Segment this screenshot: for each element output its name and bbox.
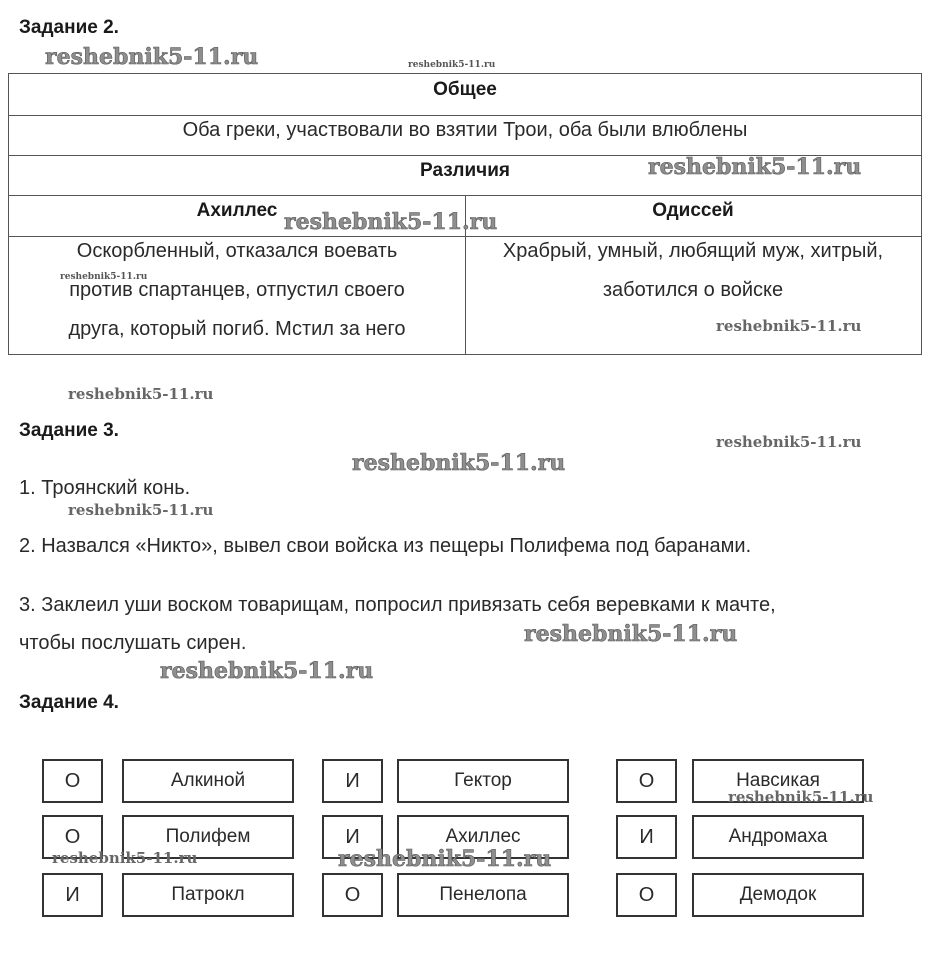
watermark: reshebnik5-11.ru — [68, 501, 214, 519]
watermark: reshebnik5-11.ru — [728, 788, 874, 806]
name-box: Полифем — [122, 815, 294, 859]
name-box: Демодок — [692, 873, 864, 917]
achilles-line: против спартанцев, отпустил своего — [69, 279, 405, 301]
table-divider — [9, 155, 921, 156]
name-box: Навсикая — [692, 759, 864, 803]
task3-heading: Задание 3. — [19, 420, 119, 441]
table-divider — [9, 115, 921, 116]
odysseus-header: Одиссей — [652, 200, 734, 221]
common-text: Оба греки, участвовали во взятии Трои, оба были влюблены — [182, 119, 748, 141]
achilles-line: Оскорбленный, отказался воевать — [76, 240, 398, 262]
watermark: reshebnik5-11.ru — [716, 433, 862, 451]
task3-item-3-line-1: 3. Заклеил уши воском товарищам, попросил привязать себя веревками к мачте, — [19, 594, 776, 616]
name-box: Пенелопа — [397, 873, 569, 917]
task2-heading: Задание 2. — [19, 17, 119, 38]
watermark: reshebnik5-11.ru — [52, 849, 198, 867]
task3-item-1: 1. Троянский конь. — [19, 477, 191, 499]
watermark: reshebnik5-11.ru — [60, 272, 148, 282]
name-box: Алкиной — [122, 759, 294, 803]
watermark: reshebnik5-11.ru — [408, 60, 496, 70]
odysseus-line: заботился о войске — [602, 279, 784, 301]
letter-box: И — [616, 815, 677, 859]
letter-box: О — [616, 759, 677, 803]
name-box: Гектор — [397, 759, 569, 803]
letter-box: О — [322, 873, 383, 917]
achilles-line: друга, который погиб. Мстил за него — [68, 318, 406, 340]
letter-box: О — [42, 759, 103, 803]
differences-header: Различия — [420, 160, 510, 181]
task3-item-2: 2. Назвался «Никто», вывел свои войска из пещеры Полифема под баранами. — [19, 535, 752, 557]
common-header: Общее — [433, 79, 497, 100]
watermark: reshebnik5-11.ru — [68, 385, 214, 403]
watermark: reshebnik5-11.ru — [338, 846, 552, 872]
watermark: reshebnik5-11.ru — [524, 621, 738, 647]
watermark: reshebnik5-11.ru — [284, 209, 498, 235]
watermark: reshebnik5-11.ru — [648, 154, 862, 180]
name-box: Андромаха — [692, 815, 864, 859]
letter-box: И — [42, 873, 103, 917]
name-box: Патрокл — [122, 873, 294, 917]
watermark: reshebnik5-11.ru — [716, 317, 862, 335]
watermark: reshebnik5-11.ru — [352, 450, 566, 476]
letter-box: О — [42, 815, 103, 859]
name-box: Ахиллес — [397, 815, 569, 859]
task3-item-3-line-2: чтобы послушать сирен. — [19, 632, 247, 654]
letter-box: И — [322, 815, 383, 859]
odysseus-line: Храбрый, умный, любящий муж, хитрый, — [502, 240, 884, 262]
comparison-table — [8, 73, 922, 355]
achilles-description — [9, 232, 465, 349]
letter-box: О — [616, 873, 677, 917]
watermark: reshebnik5-11.ru — [160, 658, 374, 684]
watermark: reshebnik5-11.ru — [45, 44, 259, 70]
achilles-header: Ахиллес — [196, 200, 278, 221]
task4-heading: Задание 4. — [19, 692, 119, 713]
letter-box: И — [322, 759, 383, 803]
odysseus-description — [465, 232, 921, 310]
